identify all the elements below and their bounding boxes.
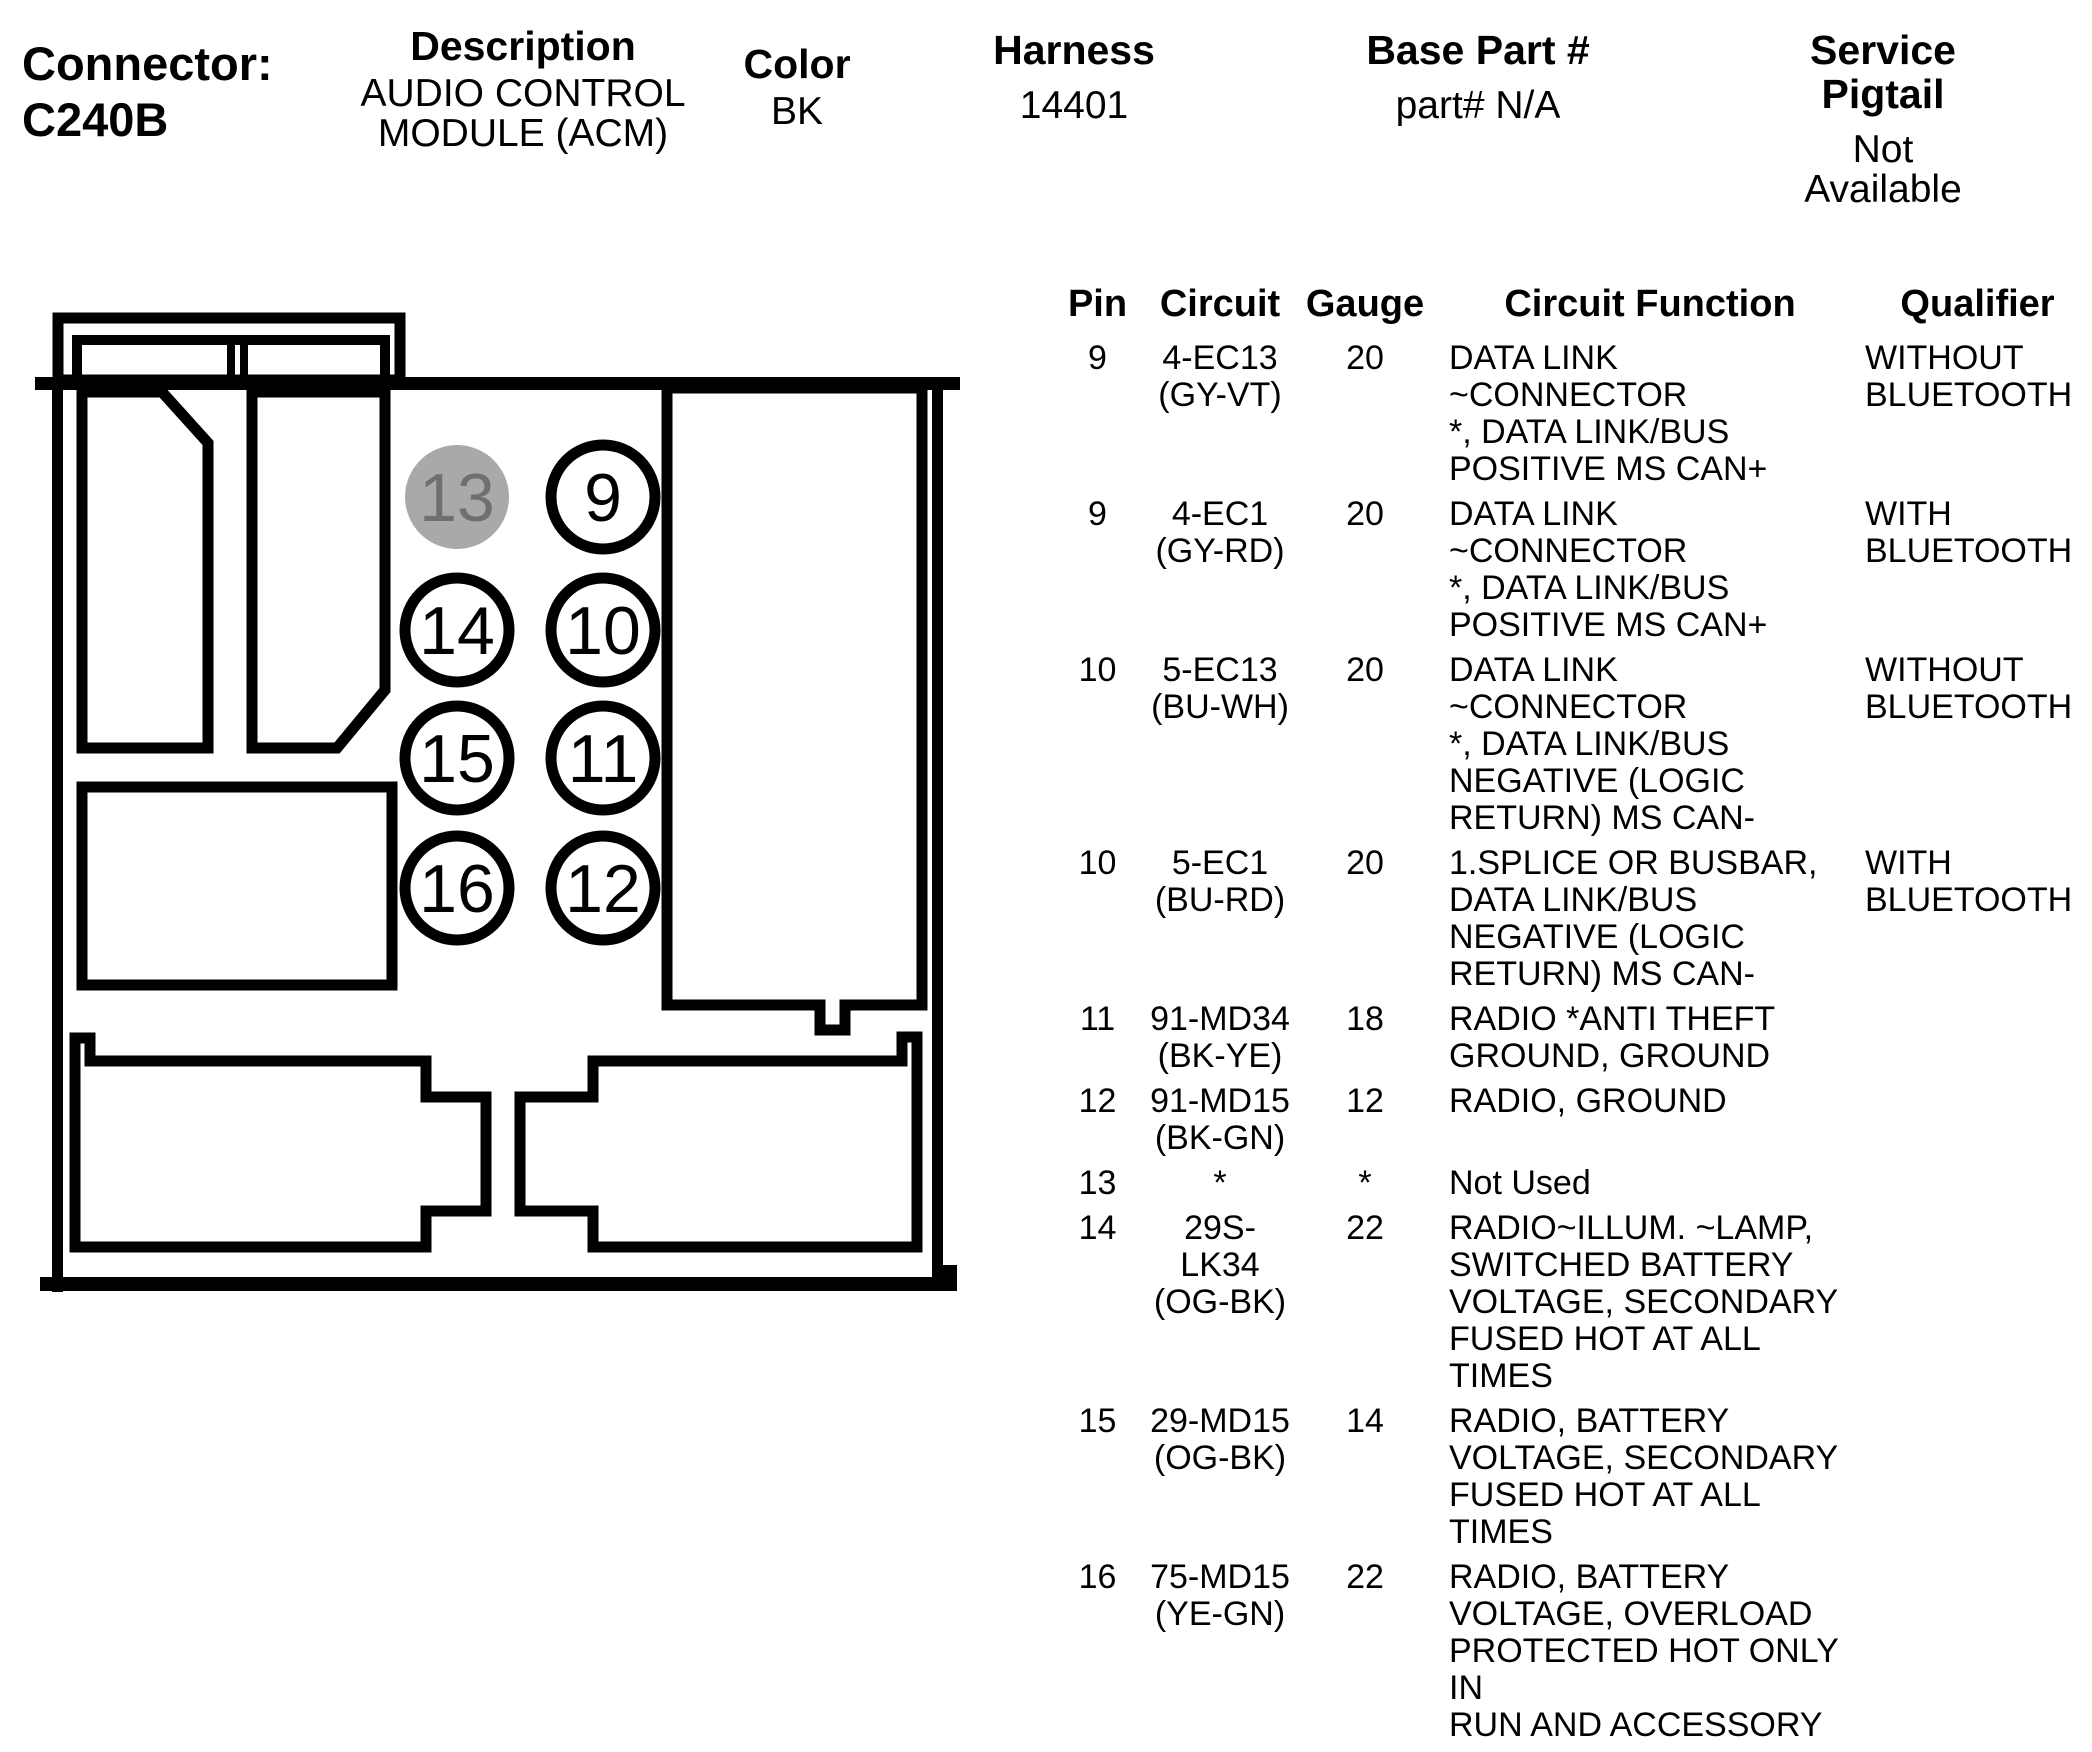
qualifier-cell — [1865, 1559, 2090, 1744]
wire-color-code: (OG-BK) — [1153, 1439, 1287, 1477]
table-row — [1050, 845, 2090, 993]
circuit-code: 29S-LK34 — [1180, 1209, 1260, 1284]
gauge-cell: 14 — [1346, 1402, 1384, 1440]
circuit-cell — [1145, 1559, 1295, 1744]
circuit-cell — [1145, 1403, 1295, 1551]
qualifier-cell: WITHOUT BLUETOOTH — [1865, 339, 2073, 414]
pin-10-label: 10 — [565, 593, 641, 669]
qualifier-cell — [1865, 1083, 2090, 1157]
table-header-row — [1050, 281, 2090, 327]
circuit-cell — [1145, 1165, 1295, 1202]
pin-cell: 9 — [1088, 495, 1107, 533]
qualifier-cell — [1865, 1210, 2090, 1395]
qualifier-cell — [1865, 1165, 2090, 1202]
pin-header: Pin — [1067, 283, 1128, 325]
pin-cell: 16 — [1078, 1558, 1117, 1596]
table-row — [1050, 1165, 2090, 1202]
harness-value: 14401 — [1019, 84, 1129, 127]
base-part-label: Base Part # — [1366, 27, 1590, 73]
gauge-cell: 12 — [1346, 1082, 1384, 1120]
wire-color-code: (YE-GN) — [1154, 1595, 1286, 1633]
circuit-function-cell: DATA LINK ~CONNECTOR *, DATA LINK/BUS NEGATIVE (LOGIC RETURN) MS CAN- — [1449, 651, 1755, 837]
circuit-cell — [1145, 1210, 1295, 1395]
wire-color-code: (BK-YE) — [1157, 1037, 1283, 1075]
circuit-function-cell: 1.SPLICE OR BUSBAR, DATA LINK/BUS NEGATIVE (LOGIC RETURN) MS CAN- — [1449, 844, 1818, 993]
cavity-top-center — [252, 392, 385, 748]
gauge-cell: 20 — [1346, 495, 1384, 533]
qualifier-header: Qualifier — [1900, 283, 2055, 325]
circuit-code: 5-EC13 — [1162, 651, 1278, 689]
wire-color-code: (OG-BK) — [1153, 1283, 1287, 1321]
circuit-function-cell: Not Used — [1449, 1164, 1591, 1202]
gauge-cell: 20 — [1346, 339, 1384, 377]
service-pigtail-label: Service Pigtail — [1810, 27, 1956, 117]
wire-color-code: (GY-RD) — [1155, 532, 1285, 570]
circuit-code: 29-MD15 — [1150, 1402, 1290, 1440]
table-row — [1050, 652, 2090, 837]
description-value: AUDIO CONTROL MODULE (ACM) — [360, 72, 686, 155]
gauge-cell: 22 — [1346, 1558, 1384, 1596]
wire-color-code: (GY-VT) — [1158, 376, 1282, 414]
pinout-table — [1050, 281, 2090, 1752]
circuit-code: 75-MD15 — [1150, 1558, 1290, 1596]
description-label: Description — [410, 23, 636, 69]
pin-cell: 13 — [1078, 1164, 1117, 1202]
pin-cell: 12 — [1078, 1082, 1117, 1120]
base-part-value: part# N/A — [1395, 84, 1561, 127]
color-column — [743, 42, 850, 132]
table-row — [1050, 1559, 2090, 1744]
pin-9-label: 9 — [584, 460, 622, 536]
description-column — [360, 24, 685, 154]
gauge-cell: 18 — [1346, 1000, 1384, 1038]
body-right-edge — [932, 377, 943, 1279]
gauge-cell: 20 — [1346, 651, 1384, 689]
circuit-function-cell: RADIO, GROUND — [1449, 1082, 1727, 1120]
circuit-code: 5-EC1 — [1171, 844, 1269, 882]
qualifier-cell — [1865, 1403, 2090, 1551]
wire-color-code: (BU-WH) — [1151, 688, 1289, 726]
pin-15-label: 15 — [419, 721, 495, 797]
connector-face-diagram — [30, 230, 965, 1300]
connector-label: Connector: — [22, 37, 273, 90]
pin-11-label: 11 — [567, 721, 639, 797]
circuit-cell — [1145, 1001, 1295, 1075]
pin-cell: 15 — [1078, 1402, 1117, 1440]
qualifier-cell: WITH BLUETOOTH — [1865, 495, 2073, 570]
pin-16-label: 16 — [419, 851, 495, 927]
table-row — [1050, 1403, 2090, 1551]
wire-color-code: (BK-GN) — [1154, 1119, 1286, 1157]
harness-column — [993, 28, 1155, 126]
circuit-function-cell: DATA LINK ~CONNECTOR *, DATA LINK/BUS POSITIVE MS CAN+ — [1449, 495, 1768, 644]
circuit-code: 91-MD15 — [1150, 1082, 1290, 1120]
circuit-function-cell: RADIO *ANTI THEFT GROUND, GROUND — [1449, 1000, 1776, 1075]
circuit-cell — [1145, 1083, 1295, 1157]
base-part-column — [1366, 28, 1589, 126]
gauge-cell: 22 — [1346, 1209, 1384, 1247]
table-row — [1050, 1210, 2090, 1395]
pin-12-label: 12 — [565, 851, 641, 927]
wire-color-code: (BU-RD) — [1154, 881, 1286, 919]
circuit-function-cell: RADIO, BATTERY VOLTAGE, SECONDARY FUSED HOT AT ALL TIMES — [1449, 1402, 1839, 1551]
circuit-code: 91-MD34 — [1150, 1000, 1290, 1038]
service-pigtail-value: Not Available — [1804, 128, 1962, 211]
cavity-right — [667, 388, 922, 1030]
pin-cell: 10 — [1078, 651, 1117, 689]
circuit-code: * — [1213, 1164, 1227, 1202]
cavity-top-left — [82, 392, 208, 748]
pin-cell: 9 — [1088, 339, 1107, 377]
pin-cell: 10 — [1078, 844, 1117, 882]
table-row — [1050, 1083, 2090, 1157]
circuit-function-header: Circuit Function — [1504, 283, 1796, 325]
gauge-cell: * — [1358, 1164, 1372, 1202]
gauge-header: Gauge — [1305, 283, 1425, 325]
connector-title — [22, 36, 273, 148]
color-value: BK — [770, 90, 824, 133]
pin-cell: 11 — [1079, 1000, 1116, 1038]
table-row — [1050, 1001, 2090, 1075]
table-row — [1050, 340, 2090, 488]
circuit-cell — [1145, 340, 1295, 488]
gauge-cell: 20 — [1346, 844, 1384, 882]
pin-cell: 14 — [1078, 1209, 1117, 1247]
cavity-bottom-right — [520, 1037, 917, 1247]
body-right-step — [943, 1265, 957, 1279]
circuit-function-cell: RADIO, BATTERY VOLTAGE, OVERLOAD PROTECTED HOT ONLY IN RUN AND ACCESSORY — [1449, 1558, 1839, 1744]
body-bottom-edge — [40, 1277, 957, 1291]
qualifier-cell: WITH BLUETOOTH — [1865, 844, 2073, 919]
circuit-code: 4-EC13 — [1162, 339, 1278, 377]
color-label: Color — [743, 41, 851, 87]
qualifier-cell: WITHOUT BLUETOOTH — [1865, 651, 2073, 726]
qualifier-cell — [1865, 1001, 2090, 1075]
pin-13-label: 13 — [419, 460, 495, 536]
harness-label: Harness — [993, 27, 1155, 73]
cavity-bottom-left — [75, 1038, 486, 1247]
circuit-header: Circuit — [1159, 283, 1281, 325]
connector-id: C240B — [22, 93, 169, 146]
circuit-function-cell: RADIO~ILLUM. ~LAMP, SWITCHED BATTERY VOLTAGE, SECONDARY FUSED HOT AT ALL TIMES — [1449, 1209, 1839, 1395]
table-row — [1050, 496, 2090, 644]
circuit-code: 4-EC1 — [1171, 495, 1269, 533]
service-pigtail-column — [1779, 28, 1988, 210]
body-left-edge — [52, 377, 63, 1292]
circuit-cell — [1145, 845, 1295, 993]
pin-14-label: 14 — [419, 593, 495, 669]
circuit-cell — [1145, 496, 1295, 644]
circuit-function-cell: DATA LINK ~CONNECTOR *, DATA LINK/BUS POSITIVE MS CAN+ — [1449, 339, 1768, 488]
circuit-cell — [1145, 652, 1295, 837]
cavity-middle-left — [82, 787, 392, 985]
